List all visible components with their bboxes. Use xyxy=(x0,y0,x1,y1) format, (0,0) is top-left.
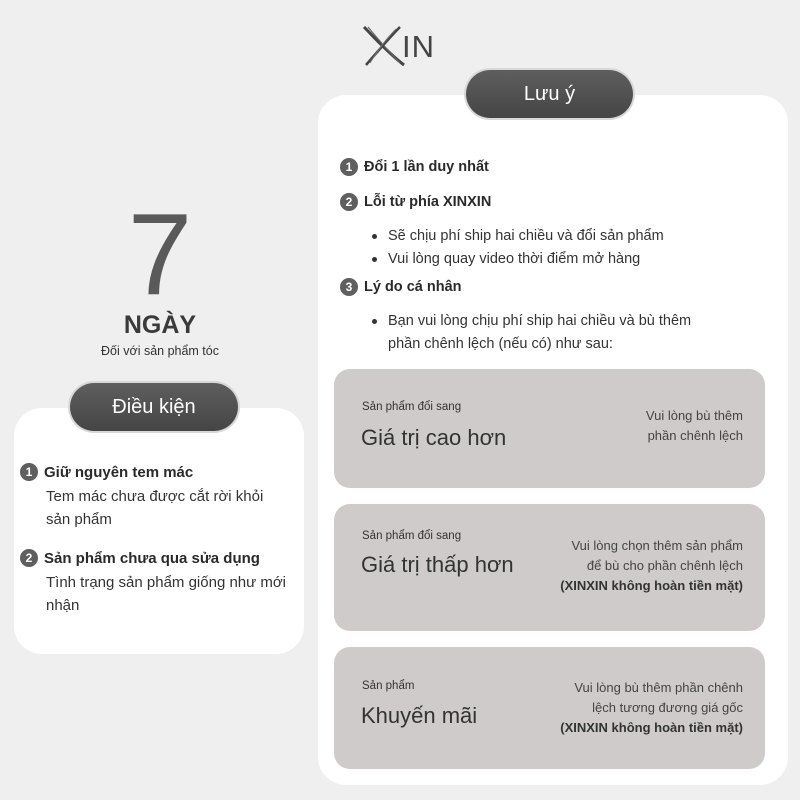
case-value: Giá trị thấp hơn xyxy=(361,552,514,577)
bullet-item: Vui lòng quay video thời điểm mở hàng xyxy=(372,248,664,271)
instruction-line: Vui lòng bù thêm xyxy=(645,408,743,423)
case-instruction xyxy=(646,406,743,446)
case-label: Sản phẩm đổi sang xyxy=(362,530,462,542)
number-badge: 3 xyxy=(340,278,358,296)
condition-description: Tem mác chưa được cắt rời khỏi sản phẩm xyxy=(46,488,264,528)
condition-heading: Giữ nguyên tem mác xyxy=(44,463,194,481)
instruction-line: Vui lòng chọn thêm sản phẩm xyxy=(571,538,743,553)
instruction-line: phần chênh lệch xyxy=(647,428,743,443)
case-value: Khuyến mãi xyxy=(361,703,478,728)
condition-item-2 xyxy=(20,549,286,617)
instruction-note: (XINXIN không hoàn tiền mặt) xyxy=(560,720,743,735)
number-badge: 1 xyxy=(340,158,358,176)
instruction-line: lệch tương đương giá gốc xyxy=(592,700,743,715)
instruction-line: Vui lòng bù thêm phần chênh xyxy=(574,680,743,695)
instruction-note: (XINXIN không hoàn tiền mặt) xyxy=(560,578,743,593)
note-item-2 xyxy=(340,193,491,211)
case-box-lower xyxy=(334,504,765,631)
case-box-promo xyxy=(334,647,765,769)
note-text: Lý do cá nhân xyxy=(364,279,462,295)
bullet-item: Sẽ chịu phí ship hai chiều và đổi sản phẩm xyxy=(372,225,664,248)
case-instruction xyxy=(560,536,743,596)
number-badge: 2 xyxy=(20,549,38,567)
note-item-1 xyxy=(340,158,489,176)
note-item-3 xyxy=(340,278,462,296)
bullet-item: Bạn vui lòng chịu phí ship hai chiều và bù thêm xyxy=(372,310,691,333)
case-instruction xyxy=(560,678,743,738)
brand-logo xyxy=(360,22,450,70)
note-3-bullets xyxy=(372,310,691,356)
conditions-card xyxy=(14,408,304,654)
number-badge: 2 xyxy=(340,193,358,211)
note-text: Lỗi từ phía XINXIN xyxy=(364,194,492,210)
bullet-continuation: phần chênh lệch (nếu có) như sau: xyxy=(388,336,613,352)
number-badge: 1 xyxy=(20,463,38,481)
instruction-line: để bù cho phần chênh lệch xyxy=(586,558,743,573)
conditions-title: Điều kiện xyxy=(70,383,238,431)
notes-title: Lưu ý xyxy=(466,70,633,118)
note-text: Đổi 1 lần duy nhất xyxy=(364,159,489,175)
return-days-unit: NGÀY xyxy=(123,311,197,339)
logo-text: IN xyxy=(402,29,435,64)
return-days-number: 7 xyxy=(127,189,193,319)
case-value: Giá trị cao hơn xyxy=(361,425,507,450)
case-label: Sản phẩm xyxy=(362,680,415,692)
condition-heading: Sản phẩm chưa qua sửa dụng xyxy=(44,549,260,567)
condition-description: Tình trạng sản phẩm giống như mới nhận xyxy=(46,574,287,614)
case-label: Sản phẩm đổi sang xyxy=(362,401,462,413)
return-days-subtitle: Đối với sản phẩm tóc xyxy=(101,344,219,358)
logo-x-mark-icon xyxy=(360,23,408,69)
note-2-bullets xyxy=(372,225,664,271)
condition-item-1 xyxy=(20,463,286,531)
case-box-higher xyxy=(334,369,765,488)
